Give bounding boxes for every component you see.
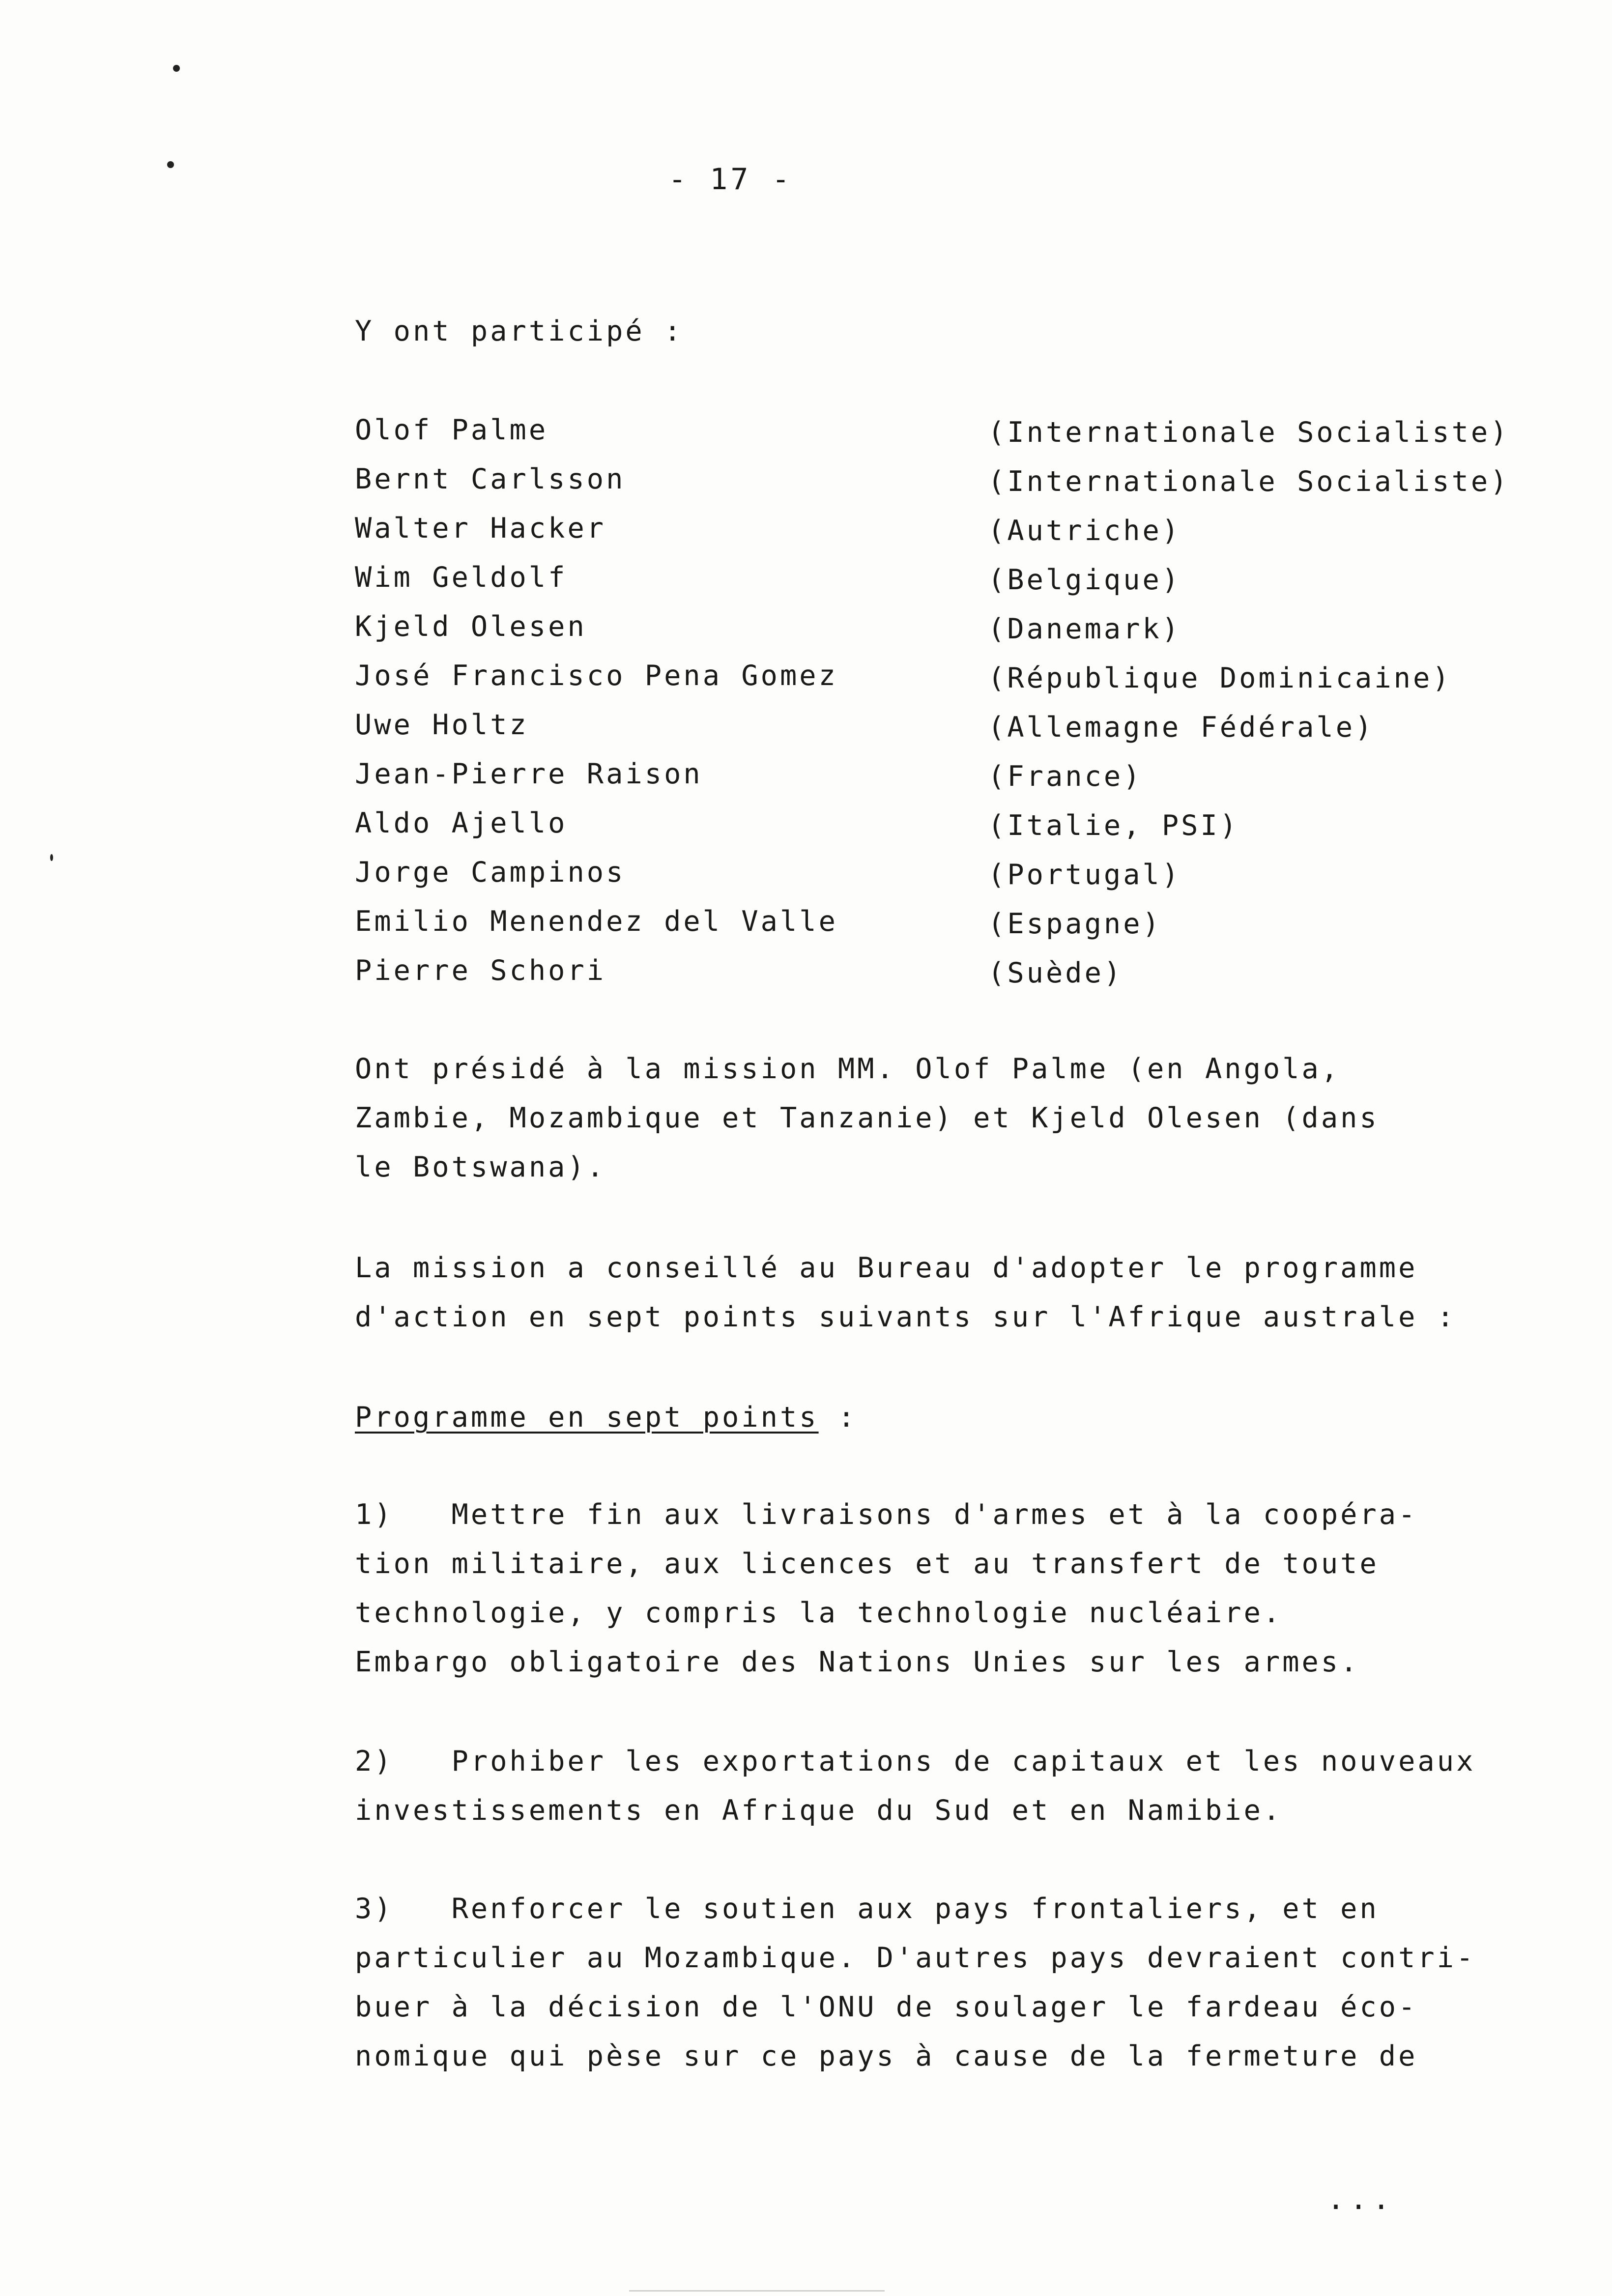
program-heading-suffix: : [818, 1401, 858, 1434]
continuation-marker: ... [1327, 2182, 1395, 2216]
participant-names [355, 405, 838, 995]
text-line: Zambie, Mozambique et Tanzanie) et Kjeld Olesen (dans [355, 1102, 1379, 1134]
participant-name: Aldo Ajello [355, 807, 568, 839]
participant-name: Emilio Menendez del Valle [355, 905, 838, 938]
participant-affiliation: (Danemark) [988, 613, 1181, 645]
text-line: 3) Renforcer le soutien aux pays frontaliers, et en [355, 1893, 1379, 1925]
participant-name: Walter Hacker [355, 512, 606, 545]
point-2-paragraph [355, 1737, 1475, 1835]
participant-affiliation: (Espagne) [988, 908, 1162, 940]
participant-name: Kjeld Olesen [355, 610, 587, 643]
participant-name: Olof Palme [355, 414, 548, 446]
scan-speck [173, 65, 180, 72]
participant-affiliation: (Suède) [988, 957, 1123, 989]
text-line: tion militaire, aux licences et au transfert de toute [355, 1548, 1379, 1580]
participant-affiliation: (France) [988, 760, 1143, 793]
participant-affiliation: (Autriche) [988, 515, 1181, 547]
participant-affiliation: (Portugal) [988, 859, 1181, 891]
text-line: investissements en Afrique du Sud et en Namibie. [355, 1794, 1283, 1827]
point-1-paragraph [355, 1490, 1417, 1687]
text-line: buer à la décision de l'ONU de soulager le fardeau éco- [355, 1991, 1418, 2023]
text-line: La mission a conseillé au Bureau d'adopter le programme [355, 1252, 1418, 1284]
participant-name: Uwe Holtz [355, 709, 529, 741]
program-heading [355, 1393, 857, 1442]
page-number: - 17 - [668, 162, 793, 197]
participant-name: Pierre Schori [355, 954, 606, 987]
participant-affiliation: (République Dominicaine) [988, 662, 1452, 694]
recommendation-paragraph [355, 1243, 1456, 1342]
participant-name: Bernt Carlsson [355, 463, 626, 495]
point-3-paragraph [355, 1884, 1475, 2081]
text-line: Ont présidé à la mission MM. Olof Palme (en Angola, [355, 1053, 1341, 1085]
text-line: Embargo obligatoire des Nations Unies sur les armes. [355, 1646, 1360, 1678]
text-line: 1) Mettre fin aux livraisons d'armes et à la coopéra- [355, 1498, 1418, 1531]
scan-speck [167, 161, 174, 168]
scan-artifact-line [629, 2290, 885, 2292]
participant-affiliation: (Italie, PSI) [988, 809, 1239, 842]
text-line: particulier au Mozambique. D'autres pays devraient contri- [355, 1942, 1476, 1974]
text-line: nomique qui pèse sur ce pays à cause de la fermeture de [355, 2040, 1418, 2072]
participant-affiliations [988, 408, 1510, 998]
text-line: le Botswana). [355, 1151, 606, 1183]
participant-name: Jorge Campinos [355, 856, 626, 889]
participant-affiliation: (Internationale Socialiste) [988, 416, 1510, 449]
scan-speck [50, 854, 53, 861]
participant-affiliation: (Belgique) [988, 564, 1181, 596]
participant-name: Wim Geldolf [355, 561, 568, 594]
program-heading-title: Programme en sept points [355, 1401, 819, 1434]
participant-name: José Francisco Pena Gomez [355, 660, 838, 692]
text-line: 2) Prohiber les exportations de capitaux et les nouveaux [355, 1745, 1476, 1778]
presidency-paragraph [355, 1044, 1379, 1192]
participant-affiliation: (Internationale Socialiste) [988, 465, 1510, 498]
participant-name: Jean-Pierre Raison [355, 758, 703, 790]
participant-affiliation: (Allemagne Fédérale) [988, 711, 1375, 744]
participants-intro: Y ont participé : [355, 315, 684, 347]
text-line: d'action en sept points suivants sur l'Afrique australe : [355, 1301, 1457, 1333]
text-line: technologie, y compris la technologie nucléaire. [355, 1597, 1283, 1629]
